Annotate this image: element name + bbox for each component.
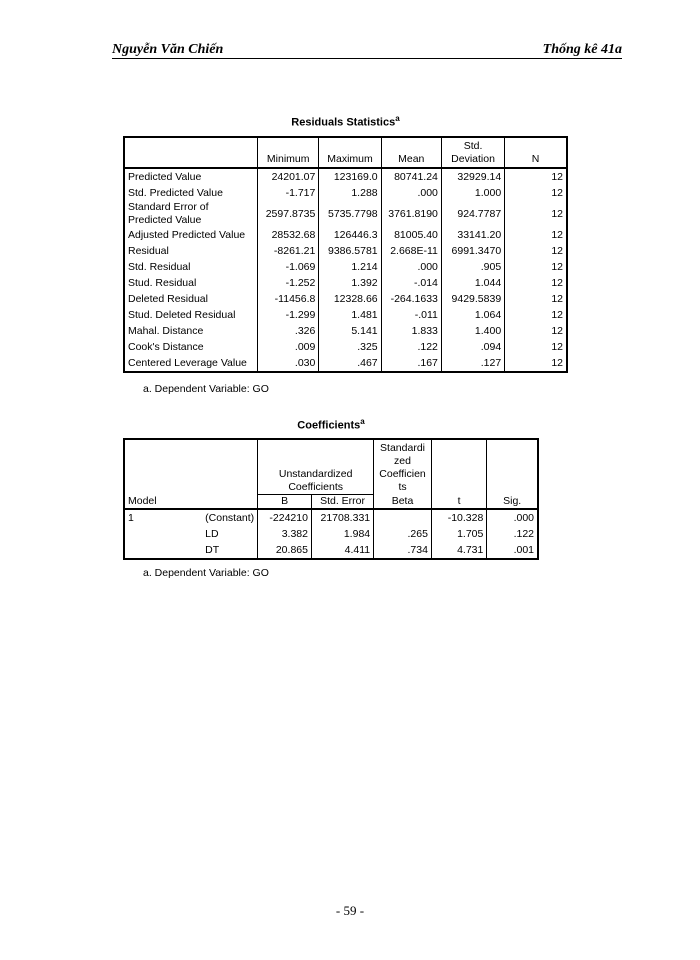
header-empty — [165, 439, 258, 494]
cell-min: -1.252 — [258, 275, 319, 291]
header-empty — [165, 494, 258, 509]
col-standardized: Standardi zed Coefficien ts — [374, 439, 432, 494]
table-row — [124, 542, 538, 559]
table-row — [124, 323, 567, 339]
cell-sig: .000 — [487, 509, 538, 526]
cell-min: -1.069 — [258, 259, 319, 275]
cell-n: 12 — [505, 275, 567, 291]
header-course: Thống kê 41a — [542, 42, 622, 57]
cell-mean: .000 — [381, 259, 441, 275]
table-row — [124, 355, 567, 372]
predictor-name: DT — [165, 542, 258, 559]
table-row — [124, 307, 567, 323]
cell-t: 4.731 — [431, 542, 486, 559]
table-row — [124, 185, 567, 201]
cell-n: 12 — [505, 201, 567, 227]
row-label: Cook's Distance — [124, 339, 258, 355]
cell-max: 5.141 — [319, 323, 381, 339]
predictor-name: LD — [165, 526, 258, 542]
cell-sd: 1.000 — [441, 185, 504, 201]
cell-max: 1.214 — [319, 259, 381, 275]
cell-n: 12 — [505, 243, 567, 259]
table-row — [124, 275, 567, 291]
col-t: t — [431, 494, 486, 509]
cell-min: -1.717 — [258, 185, 319, 201]
cell-sd: .127 — [441, 355, 504, 372]
cell-sig: .122 — [487, 526, 538, 542]
model-number — [124, 526, 165, 542]
cell-b: 20.865 — [258, 542, 312, 559]
cell-max: 1.481 — [319, 307, 381, 323]
cell-sd: 9429.5839 — [441, 291, 504, 307]
cell-mean: -.011 — [381, 307, 441, 323]
col-minimum: Minimum — [258, 137, 319, 168]
header-empty — [487, 439, 538, 494]
col-beta: Beta — [374, 494, 432, 509]
cell-max: 1.288 — [319, 185, 381, 201]
page-number: - 59 - — [335, 903, 365, 918]
cell-max: 1.392 — [319, 275, 381, 291]
row-label: Centered Leverage Value — [124, 355, 258, 372]
header-empty — [431, 439, 486, 494]
cell-n: 12 — [505, 168, 567, 185]
cell-se: 1.984 — [311, 526, 373, 542]
cell-mean: 1.833 — [381, 323, 441, 339]
row-label: Stud. Residual — [124, 275, 258, 291]
header-rule — [112, 58, 622, 59]
cell-mean: -264.1633 — [381, 291, 441, 307]
row-label: Std. Residual — [124, 259, 258, 275]
table-row — [124, 201, 567, 227]
cell-min: .030 — [258, 355, 319, 372]
cell-sd: 1.044 — [441, 275, 504, 291]
cell-mean: .000 — [381, 185, 441, 201]
table-row — [124, 526, 538, 542]
residuals-footnote: a. Dependent Variable: GO — [143, 383, 269, 395]
cell-t: -10.328 — [431, 509, 486, 526]
header-empty — [124, 137, 258, 168]
cell-n: 12 — [505, 339, 567, 355]
cell-sd: 33141.20 — [441, 227, 504, 243]
predictor-name: (Constant) — [165, 509, 258, 526]
cell-max: 126446.3 — [319, 227, 381, 243]
cell-mean: -.014 — [381, 275, 441, 291]
table-row — [124, 227, 567, 243]
col-model: Model — [124, 494, 165, 509]
cell-min: .009 — [258, 339, 319, 355]
table-row — [124, 168, 567, 185]
cell-max: .325 — [319, 339, 381, 355]
cell-max: 123169.0 — [319, 168, 381, 185]
cell-n: 12 — [505, 291, 567, 307]
col-unstandardized: Unstandardized Coefficients — [258, 439, 374, 494]
col-std-deviation: Std. Deviation — [441, 137, 504, 168]
col-b: B — [258, 494, 312, 509]
cell-mean: .167 — [381, 355, 441, 372]
row-label: Predicted Value — [124, 168, 258, 185]
cell-beta: .734 — [374, 542, 432, 559]
cell-beta: .265 — [374, 526, 432, 542]
cell-b: -224210 — [258, 509, 312, 526]
row-label: Deleted Residual — [124, 291, 258, 307]
table-row — [124, 243, 567, 259]
row-label: Std. Predicted Value — [124, 185, 258, 201]
cell-sd: 1.400 — [441, 323, 504, 339]
cell-se: 4.411 — [311, 542, 373, 559]
cell-min: .326 — [258, 323, 319, 339]
cell-sd: 6991.3470 — [441, 243, 504, 259]
cell-sd: .094 — [441, 339, 504, 355]
col-maximum: Maximum — [319, 137, 381, 168]
cell-n: 12 — [505, 227, 567, 243]
header-author: Nguyễn Văn Chiến — [112, 42, 224, 57]
col-std-error: Std. Error — [311, 494, 373, 509]
cell-sd: 1.064 — [441, 307, 504, 323]
cell-n: 12 — [505, 355, 567, 372]
cell-se: 21708.331 — [311, 509, 373, 526]
row-label: Residual — [124, 243, 258, 259]
cell-mean: .122 — [381, 339, 441, 355]
cell-sd: 924.7787 — [441, 201, 504, 227]
coefficients-table — [123, 438, 539, 560]
cell-max: .467 — [319, 355, 381, 372]
cell-mean: 80741.24 — [381, 168, 441, 185]
residuals-statistics-table — [123, 136, 568, 373]
header-empty — [124, 439, 165, 494]
cell-t: 1.705 — [431, 526, 486, 542]
coefficients-footnote: a. Dependent Variable: GO — [143, 567, 269, 579]
residuals-title: Residuals Statistics$^a$ — [291, 114, 400, 129]
row-label: Stud. Deleted Residual — [124, 307, 258, 323]
cell-max: 9386.5781 — [319, 243, 381, 259]
col-sig: Sig. — [487, 494, 538, 509]
cell-sd: 32929.14 — [441, 168, 504, 185]
col-n: N — [505, 137, 567, 168]
row-label: Mahal. Distance — [124, 323, 258, 339]
col-mean: Mean — [381, 137, 441, 168]
cell-sd: .905 — [441, 259, 504, 275]
table-row — [124, 259, 567, 275]
cell-min: -1.299 — [258, 307, 319, 323]
model-number — [124, 542, 165, 559]
table-row — [124, 339, 567, 355]
row-label: Standard Error of Predicted Value — [124, 201, 258, 227]
cell-n: 12 — [505, 307, 567, 323]
cell-min: -11456.8 — [258, 291, 319, 307]
cell-mean: 3761.8190 — [381, 201, 441, 227]
cell-max: 5735.7798 — [319, 201, 381, 227]
cell-beta — [374, 509, 432, 526]
cell-min: 28532.68 — [258, 227, 319, 243]
cell-mean: 2.668E-11 — [381, 243, 441, 259]
cell-sig: .001 — [487, 542, 538, 559]
cell-mean: 81005.40 — [381, 227, 441, 243]
coefficients-title: Coefficients$^a$ — [297, 417, 365, 432]
cell-min: 24201.07 — [258, 168, 319, 185]
cell-n: 12 — [505, 323, 567, 339]
table-row — [124, 509, 538, 526]
cell-n: 12 — [505, 259, 567, 275]
model-number: 1 — [124, 509, 165, 526]
cell-max: 12328.66 — [319, 291, 381, 307]
cell-n: 12 — [505, 185, 567, 201]
cell-min: 2597.8735 — [258, 201, 319, 227]
row-label: Adjusted Predicted Value — [124, 227, 258, 243]
cell-min: -8261.21 — [258, 243, 319, 259]
cell-b: 3.382 — [258, 526, 312, 542]
table-row — [124, 291, 567, 307]
